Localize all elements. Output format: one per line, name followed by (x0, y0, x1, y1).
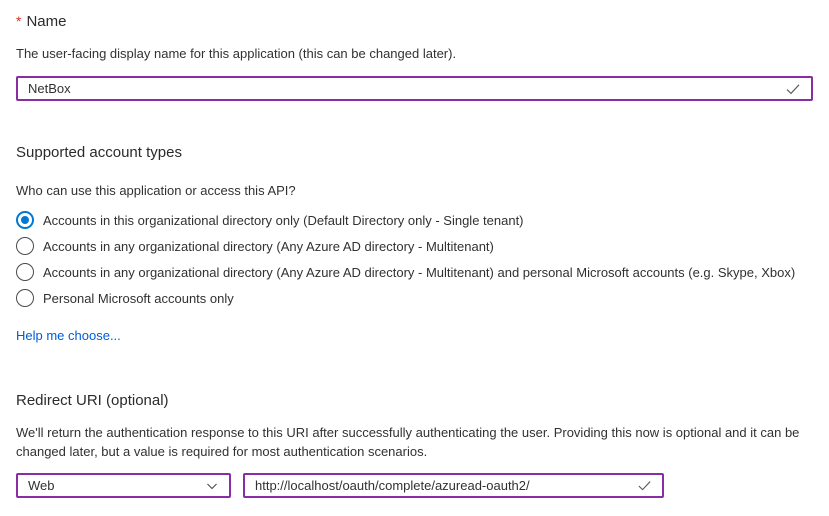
radio-icon[interactable] (16, 289, 34, 307)
radio-option-label: Personal Microsoft accounts only (43, 290, 234, 306)
redirect-uri-section (16, 391, 813, 498)
radio-icon[interactable] (16, 237, 34, 255)
radio-option-label: Accounts in this organizational directory only (Default Directory only - Single tenant) (43, 212, 524, 228)
radio-option-personal-only[interactable] (16, 285, 813, 311)
redirect-uri-row (16, 473, 813, 498)
name-description: The user-facing display name for this application (this can be changed later). (16, 46, 457, 61)
checkmark-icon (779, 81, 811, 97)
redirect-uri-description: We'll return the authentication response to this URI after successfully authenticating the user. Providing this now is optional and it can be changed later, but a value is required for most authentication scenarios. (16, 425, 800, 459)
account-types-section (16, 143, 813, 345)
radio-option-label: Accounts in any organizational directory (Any Azure AD directory - Multitenant) (43, 238, 494, 254)
name-section (16, 11, 813, 101)
radio-option-multitenant[interactable] (16, 233, 813, 259)
name-section-title (16, 11, 813, 32)
name-title-text: Name (26, 13, 67, 30)
radio-option-single-tenant[interactable] (16, 207, 813, 233)
radio-icon[interactable] (16, 263, 34, 281)
name-input[interactable] (18, 78, 779, 99)
checkmark-icon (631, 478, 662, 493)
platform-select-value: Web (28, 478, 55, 493)
account-types-question: Who can use this application or access this API? (16, 183, 296, 198)
platform-select[interactable] (16, 473, 231, 498)
radio-option-multitenant-personal[interactable] (16, 259, 813, 285)
redirect-uri-input-container (243, 473, 664, 498)
required-asterisk: * (16, 13, 22, 29)
redirect-uri-input[interactable] (245, 475, 631, 496)
account-type-radio-group (16, 207, 813, 311)
account-types-title: Supported account types (16, 144, 182, 161)
radio-option-label: Accounts in any organizational directory (Any Azure AD directory - Multitenant) and personal Microsoft accounts (e.g. Skype, Xbox) (43, 264, 796, 280)
chevron-down-icon (205, 479, 219, 493)
redirect-uri-title: Redirect URI (optional) (16, 392, 169, 409)
radio-icon[interactable] (16, 211, 34, 229)
name-input-container (16, 76, 813, 101)
help-me-choose-link[interactable]: Help me choose... (16, 328, 121, 343)
